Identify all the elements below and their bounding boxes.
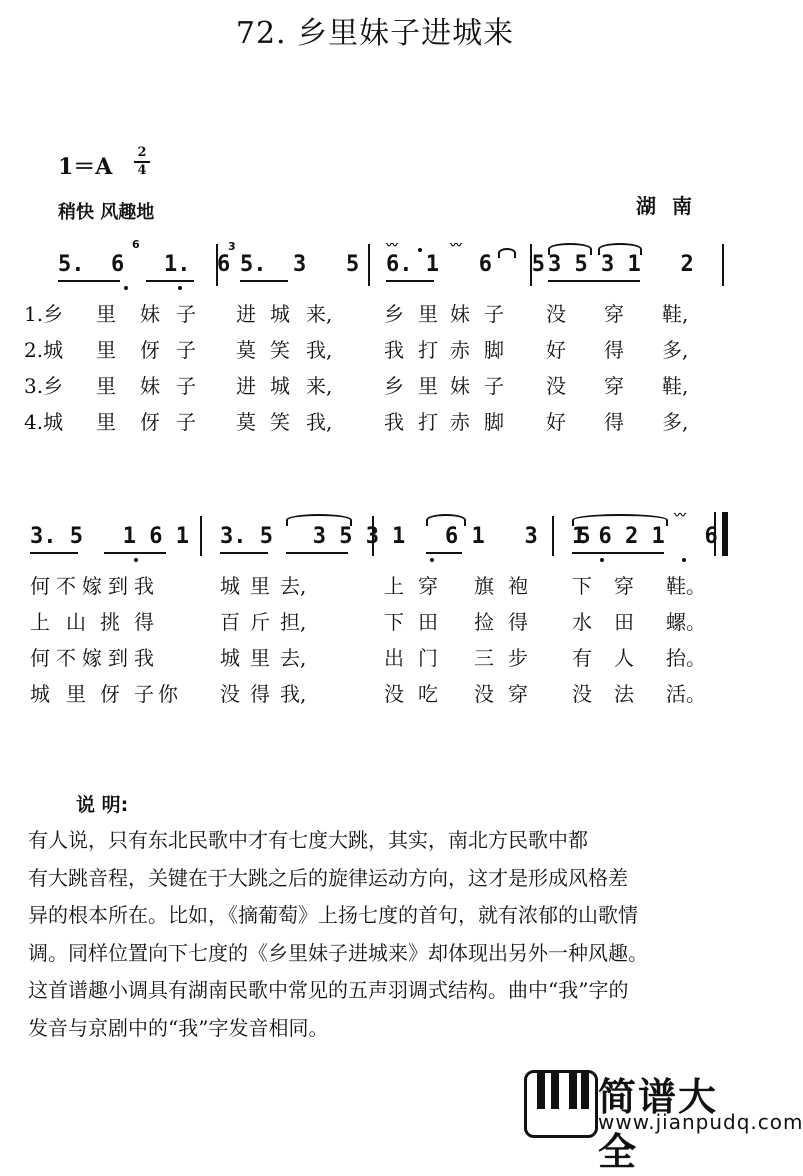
measure-1: 5. 6 1. 6 xyxy=(58,252,231,277)
lyric: 妹 xyxy=(140,374,160,398)
lyric: 人 xyxy=(614,646,634,670)
beam xyxy=(426,552,462,554)
barline xyxy=(368,244,370,286)
lyric: 嫁 xyxy=(82,574,102,598)
lyric: 城 xyxy=(30,682,50,706)
beam xyxy=(104,552,166,554)
beam xyxy=(240,280,288,282)
lyric: 得 xyxy=(508,610,528,634)
lyric: 到 xyxy=(108,646,128,670)
lyric: 妹 xyxy=(140,302,160,326)
lyric: 得 xyxy=(250,682,270,706)
lyric: 脚 xyxy=(484,410,504,434)
high-octave-dot xyxy=(418,248,422,252)
watermark-name: 简谱大全 xyxy=(598,1075,719,1174)
lyric: 莫 xyxy=(236,338,256,362)
beam xyxy=(30,552,78,554)
barline xyxy=(722,244,724,286)
lyric: 我, xyxy=(280,682,307,706)
explanation-paragraph xyxy=(28,822,728,1047)
lyric: 来, xyxy=(306,374,333,398)
lyric: 水 xyxy=(572,610,592,634)
lyric: 1.乡 xyxy=(24,302,64,326)
lyric: 子 xyxy=(484,302,504,326)
measure-6: 3. 5 3 5 3 xyxy=(220,524,379,549)
lyric: 乡 xyxy=(384,374,404,398)
lyric: 得 xyxy=(134,610,154,634)
measure-8: 1 6 2 1 6 xyxy=(572,524,718,549)
beam xyxy=(572,552,664,554)
lyric: 里 xyxy=(96,338,116,362)
paragraph-line: 有大跳音程，关键在于大跳之后的旋律运动方向，这才是形成风格差 xyxy=(28,865,628,890)
beam xyxy=(58,280,120,282)
lyric: 子 xyxy=(176,302,196,326)
lyric: 没 xyxy=(384,682,404,706)
lyric: 伢 xyxy=(140,410,160,434)
lyric: 没 xyxy=(546,302,566,326)
lyric: 上 xyxy=(30,610,50,634)
lyric: 袍 xyxy=(508,574,528,598)
lyric: 我, xyxy=(306,338,333,362)
lyric: 斤 xyxy=(250,610,270,634)
mordent-mark: 〰 xyxy=(674,508,685,522)
lyric: 赤 xyxy=(450,338,470,362)
time-top: 2 xyxy=(137,145,147,160)
beam xyxy=(146,280,194,282)
lyric: 百 xyxy=(220,610,240,634)
lyric: 里 xyxy=(250,646,270,670)
lyric: 笑 xyxy=(270,338,290,362)
lyric: 莫 xyxy=(236,410,256,434)
beam xyxy=(548,280,640,282)
lyric: 下 xyxy=(384,610,404,634)
lyric: 鞋, xyxy=(662,302,689,326)
lyric: 伢 xyxy=(140,338,160,362)
lyric: 里 xyxy=(418,374,438,398)
lyric: 好 xyxy=(546,410,566,434)
tempo-marking: 稍快 风趣地 xyxy=(58,202,155,223)
low-octave-dot xyxy=(178,286,182,290)
lyric: 何 xyxy=(30,646,50,670)
lyric: 出 xyxy=(384,646,404,670)
lyric: 不 xyxy=(56,646,76,670)
lyric: 城 xyxy=(220,574,240,598)
lyric: 好 xyxy=(546,338,566,362)
lyric: 何 xyxy=(30,574,50,598)
lyric: 里 xyxy=(418,302,438,326)
lyric: 抬。 xyxy=(666,646,706,670)
lyric: 去, xyxy=(280,646,307,670)
lyric: 鞋。 xyxy=(666,574,706,598)
mordent-mark: 〰 xyxy=(450,238,461,252)
lyric: 嫁 xyxy=(82,646,102,670)
paragraph-line: 调。同样位置向下七度的《乡里妹子进城来》却体现出另外一种风趣。 xyxy=(28,940,648,965)
lyric: 里 xyxy=(66,682,86,706)
lyric: 多, xyxy=(662,410,689,434)
lyric: 伢 xyxy=(100,682,120,706)
lyric: 我, xyxy=(306,410,333,434)
lyric: 穿 xyxy=(508,682,528,706)
piano-keys-icon xyxy=(524,1070,598,1138)
lyric: 赤 xyxy=(450,410,470,434)
time-bottom: 4 xyxy=(137,163,147,178)
lyric: 吃 xyxy=(418,682,438,706)
beam xyxy=(220,552,268,554)
paragraph-line: 异的根本所在。比如，《摘葡萄》上扬七度的首句，就有浓郁的山歌情 xyxy=(28,903,638,927)
lyric: 步 xyxy=(508,646,528,670)
slur xyxy=(572,514,668,526)
lyric: 里 xyxy=(250,574,270,598)
lyric: 子 xyxy=(176,410,196,434)
lyric: 没 xyxy=(220,682,240,706)
lyric: 打 xyxy=(418,338,438,362)
lyric: 子 xyxy=(176,338,196,362)
lyric: 妹 xyxy=(450,302,470,326)
lyric: 没 xyxy=(474,682,494,706)
lyric: 下 xyxy=(572,574,592,598)
low-octave-dot xyxy=(600,558,604,562)
low-octave-dot xyxy=(430,558,434,562)
lyric: 子 xyxy=(134,682,154,706)
mordent-mark: 〰 xyxy=(386,238,397,252)
slur xyxy=(426,514,466,526)
paragraph-line: 发音与京剧中的“我”字发音相同。 xyxy=(28,1015,329,1040)
lyric: 螺。 xyxy=(666,610,706,634)
lyric: 城 xyxy=(220,646,240,670)
lyric: 田 xyxy=(418,610,438,634)
region-label: 湖南 xyxy=(636,194,708,218)
paragraph-line: 有人说，只有东北民歌中才有七度大跳，其实，南北方民歌中都 xyxy=(28,828,588,852)
lyric: 得 xyxy=(604,338,624,362)
lyric: 脚 xyxy=(484,338,504,362)
measure-7: 1 6 1 3 5 xyxy=(392,524,591,549)
lyric: 旗 xyxy=(474,574,494,598)
lyric: 法 xyxy=(614,682,634,706)
slur xyxy=(548,243,592,255)
lyric: 穿 xyxy=(604,302,624,326)
lyric: 山 xyxy=(66,610,86,634)
lyric: 我 xyxy=(134,574,154,598)
lyric: 乡 xyxy=(384,302,404,326)
measure-5: 3. 5 1 6 1 xyxy=(30,524,189,549)
lyric: 活。 xyxy=(666,682,706,706)
song-title: 72. 乡里妹子进城来 xyxy=(235,16,515,51)
lyric: 2.城 xyxy=(24,338,64,362)
lyric: 担, xyxy=(280,610,307,634)
lyric: 没 xyxy=(546,374,566,398)
lyric: 门 xyxy=(418,646,438,670)
lyric: 城 xyxy=(270,302,290,326)
lyric: 穿 xyxy=(604,374,624,398)
lyric: 多, xyxy=(662,338,689,362)
lyric: 捡 xyxy=(474,610,494,634)
lyric: 里 xyxy=(96,374,116,398)
beam xyxy=(386,280,434,282)
slur xyxy=(598,243,642,255)
slur xyxy=(286,514,352,526)
paragraph-line: 这首谱趣小调具有湖南民歌中常见的五声羽调式结构。曲中“我”字的 xyxy=(28,978,629,1002)
lyric: 子 xyxy=(176,374,196,398)
lyric: 子 xyxy=(484,374,504,398)
lyric: 我 xyxy=(384,338,404,362)
lyric: 里 xyxy=(96,410,116,434)
lyric: 有 xyxy=(572,646,592,670)
measure-2: 5. 3 5 xyxy=(240,252,360,277)
lyric: 田 xyxy=(614,610,634,634)
lyric: 城 xyxy=(270,374,290,398)
lyric: 没 xyxy=(572,682,592,706)
lyric: 三 xyxy=(474,646,494,670)
lyric: 里 xyxy=(96,302,116,326)
lyric: 不 xyxy=(56,574,76,598)
lyric: 我 xyxy=(134,646,154,670)
lyric: 3.乡 xyxy=(24,374,64,398)
measure-4: 3 5 3 1 2 xyxy=(548,252,694,277)
lyric: 你 xyxy=(158,682,178,706)
lyric: 上 xyxy=(384,574,404,598)
beam xyxy=(286,552,348,554)
barline xyxy=(200,516,202,556)
measure-3: 6. 1 6 5 xyxy=(386,252,545,277)
lyric: 笑 xyxy=(270,410,290,434)
lyric: 到 xyxy=(108,574,128,598)
lyric: 妹 xyxy=(450,374,470,398)
low-octave-dot xyxy=(124,286,128,290)
final-barline xyxy=(722,512,728,556)
explanation-heading: 说 明: xyxy=(76,794,129,816)
grace-note: 6 xyxy=(132,238,140,251)
site-watermark xyxy=(524,1066,803,1174)
lyric: 穿 xyxy=(418,574,438,598)
lyric: 进 xyxy=(236,374,256,398)
low-octave-dot xyxy=(682,558,686,562)
lyric: 挑 xyxy=(100,610,120,634)
lyric: 进 xyxy=(236,302,256,326)
lyric: 来, xyxy=(306,302,333,326)
lyric: 我 xyxy=(384,410,404,434)
slur xyxy=(498,248,516,258)
watermark-url: www.jianpudq.com xyxy=(598,1110,803,1134)
lyric: 打 xyxy=(418,410,438,434)
lyric: 穿 xyxy=(614,574,634,598)
key-signature: 1＝A xyxy=(58,154,113,180)
lyric: 鞋, xyxy=(662,374,689,398)
low-octave-dot xyxy=(134,558,138,562)
lyric: 去, xyxy=(280,574,307,598)
lyric: 得 xyxy=(604,410,624,434)
grace-note: 3 xyxy=(228,240,236,253)
lyric: 4.城 xyxy=(24,410,64,434)
